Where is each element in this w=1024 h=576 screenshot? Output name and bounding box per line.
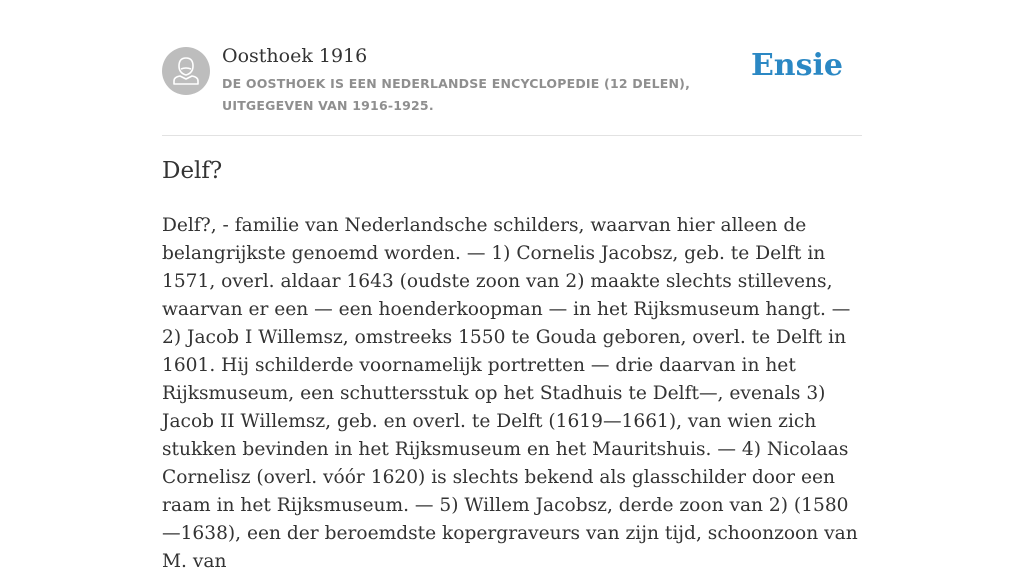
article-body: Delf?, - familie van Nederlandsche schilders, waarvan hier alleen de belangrijkste genoemd worden. — 1) Cornelis Jacobsz, geb. te Delft in 1571, overl. aldaar 1643 (oudste zoon van 2) maakte slechts stillevens, waarvan er een — een hoenderkoopman — in het Rijksmuseum hangt. — 2) Jacob I Willemsz, omstreeks 1550 te Gouda geboren, overl. te Delft in 1601. Hij schilderde voornamelijk portretten — drie daarvan in het Rijksmuseum, een schuttersstuk op het Stadhuis te Delft—, evenals 3) Jacob II Willemsz, geb. en overl. te Delft (1619—1661), van wien zich stukken bevinden in het Rijksmuseum en het Mauritshuis. — 4) Nicolaas Cornelisz (overl. vóór 1620) is slechts bekend als glasschilder door een raam in het Rijksmuseum. — 5) Willem Jacobsz, derde zoon van 2) (1580—1638), een der beroemdste kopergraveurs van zijn tijd, schoonzoon van M. van bbox=[162, 215, 858, 572]
source-header bbox=[162, 0, 862, 136]
user-placeholder-icon bbox=[162, 47, 210, 95]
source-description: DE OOSTHOEK IS EEN NEDERLANDSE ENCYCLOPEDIE (12 DELEN), UITGEGEVEN VAN 1916-1925. bbox=[222, 76, 691, 113]
source-title[interactable]: Oosthoek 1916 bbox=[222, 45, 368, 67]
page-container bbox=[162, 0, 862, 572]
ensie-logo[interactable]: Ensie bbox=[750, 48, 843, 83]
article-title: Delf? bbox=[162, 158, 223, 184]
